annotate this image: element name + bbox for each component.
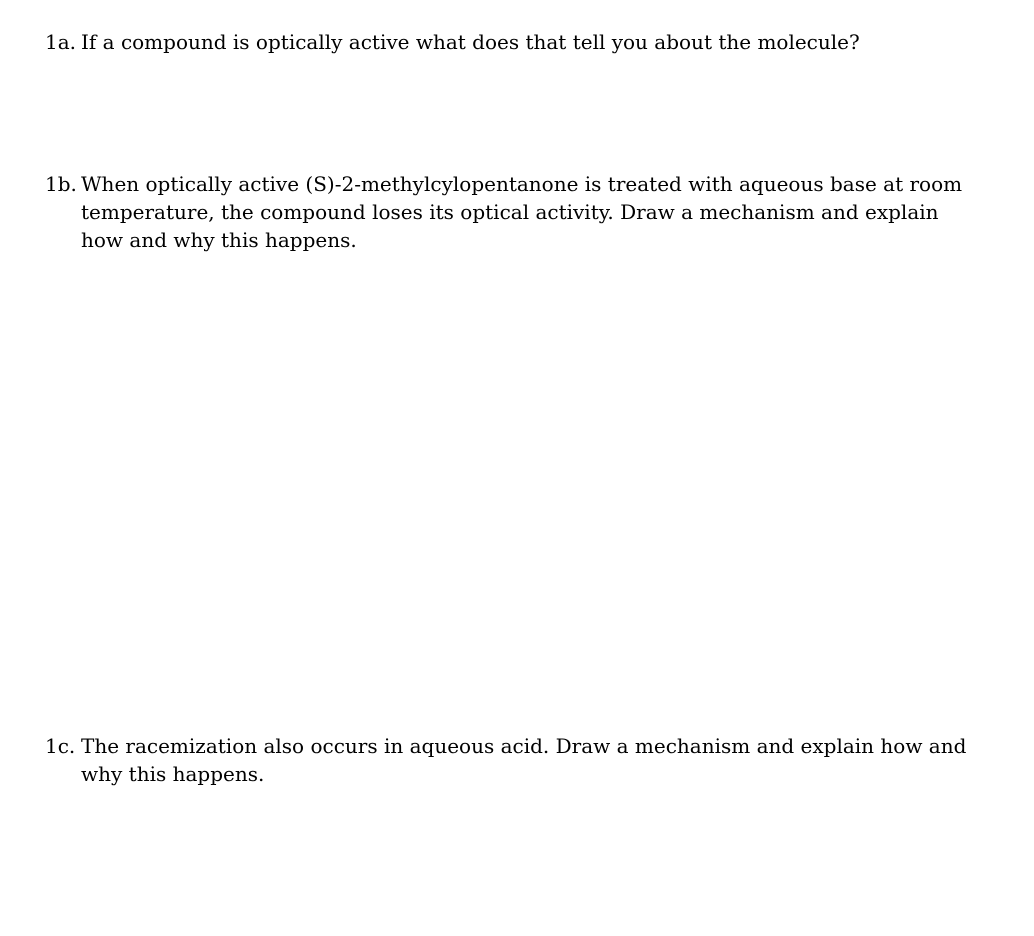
question-number: 1a. xyxy=(45,30,77,54)
question-text: If a compound is optically active what does that tell you about the molecule? xyxy=(81,30,860,54)
question-1b xyxy=(45,170,985,254)
question-1c xyxy=(45,732,985,788)
question-text: The racemization also occurs in aqueous acid. Draw a mechanism and explain how and why this happens. xyxy=(81,734,967,786)
answer-space-1a[interactable] xyxy=(45,64,985,164)
question-number: 1b. xyxy=(45,172,77,196)
question-text: When optically active (S)-2-methylcylopentanone is treated with aqueous base at room temperature, the compound loses its optical activity. Draw a mechanism and explain how and why this happens. xyxy=(81,172,963,252)
answer-space-1c[interactable] xyxy=(45,796,985,926)
question-number: 1c. xyxy=(45,734,76,758)
answer-space-1b[interactable] xyxy=(45,262,985,722)
question-1a xyxy=(45,28,985,56)
